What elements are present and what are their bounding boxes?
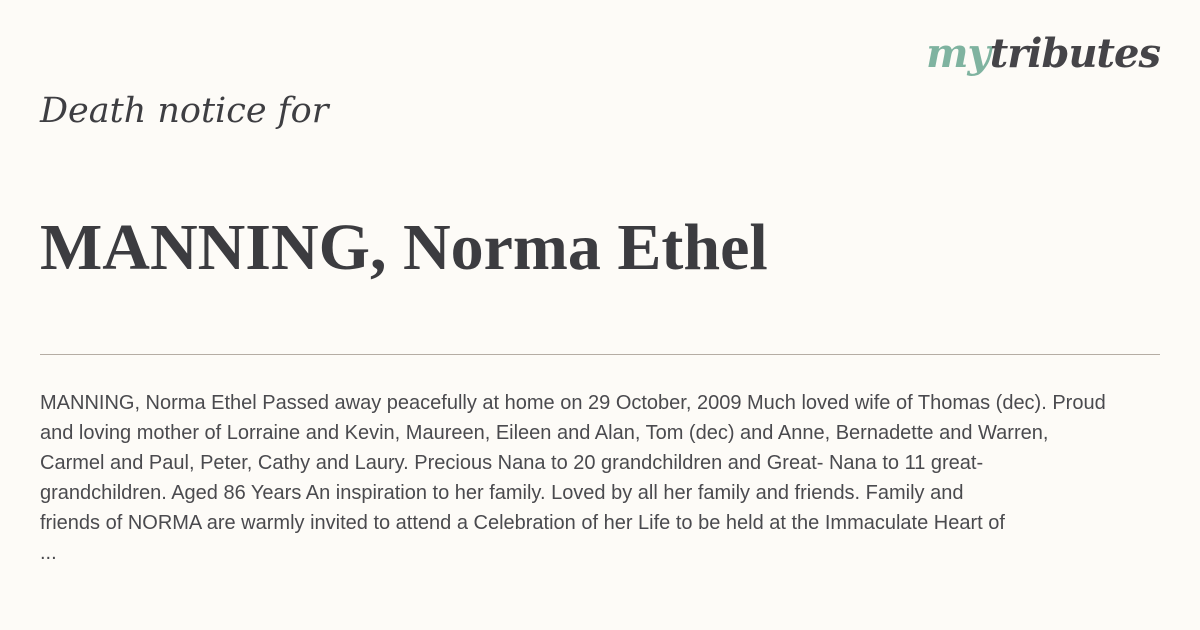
notice-line: friends of NORMA are warmly invited to attend a Celebration of her Life to be held at the Immaculate Heart of: [40, 512, 1005, 534]
notice-line: MANNING, Norma Ethel Passed away peacefully at home on 29 October, 2009 Much loved wife of Thomas (dec). Proud: [40, 392, 1106, 414]
notice-line: and loving mother of Lorraine and Kevin, Maureen, Eileen and Alan, Tom (dec) and Anne, Bernadette and Warren,: [40, 422, 1049, 444]
divider: [40, 354, 1160, 355]
notice-ellipsis: ...: [40, 542, 57, 564]
page-subtitle: Death notice for: [40, 91, 329, 131]
deceased-name: MANNING, Norma Ethel: [40, 211, 768, 284]
mytributes-logo[interactable]: [926, 30, 1160, 77]
notice-line: Carmel and Paul, Peter, Cathy and Laury. Precious Nana to 20 grandchildren and Great- Nana to 11 great-: [40, 452, 984, 474]
logo-my: my: [926, 30, 990, 77]
notice-line: grandchildren. Aged 86 Years An inspiration to her family. Loved by all her family and friends. Family and: [40, 482, 964, 504]
logo-tributes: tributes: [989, 30, 1160, 77]
notice-text: [40, 388, 1195, 568]
